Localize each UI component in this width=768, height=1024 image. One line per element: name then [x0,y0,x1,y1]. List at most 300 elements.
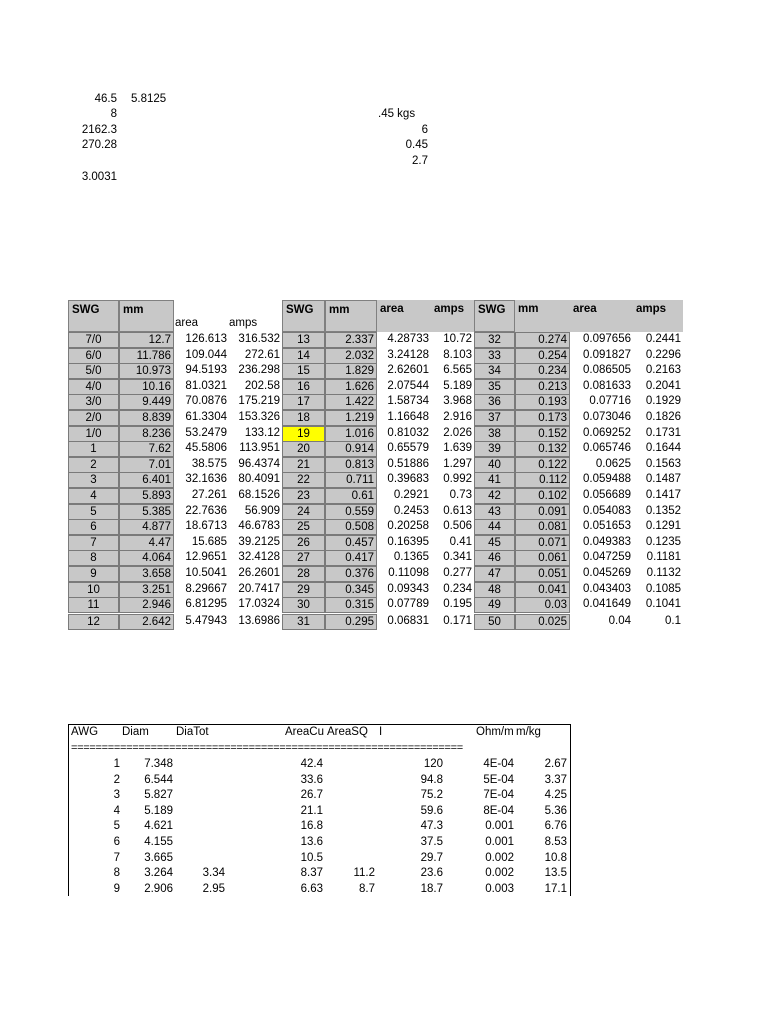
swg-cell: 8 [68,550,119,566]
area-cell: 0.054083 [583,504,631,517]
amps-cell: 0.2441 [645,333,681,345]
i-cell: 59.6 [420,804,443,817]
swg-cell: 5/0 [68,363,119,379]
mm-cell: 5.893 [119,488,174,504]
areacu-cell: 16.8 [300,820,323,833]
amps-cell: 20.7417 [238,582,280,595]
area-cell: 0.11098 [388,567,429,579]
swg-cell: 12 [68,614,119,630]
awg-cell: 7 [113,851,120,864]
awg-cell: 3 [113,789,120,802]
header-amps: amps [229,317,258,329]
m-kg-cell: 17.1 [544,882,567,895]
header-area: area [570,300,633,332]
mm-cell: 0.132 [515,441,570,457]
swg-cell: 30 [282,597,325,613]
mm-cell: 0.61 [325,488,377,504]
area-cell: 0.056689 [583,489,631,501]
mm-cell: 4.47 [119,535,174,551]
mm-cell: 0.315 [325,597,377,613]
area-cell: 12.9651 [185,551,227,564]
amps-cell: 1.297 [443,457,472,470]
mm-cell: 0.112 [515,472,570,488]
area-cell: 3.24128 [387,348,429,361]
amps-cell: 0.341 [443,551,472,564]
ohm-m-cell: 4E-04 [483,758,514,770]
mm-cell: 1.626 [325,379,377,395]
swg-cell: 10 [68,582,119,598]
area-cell: 0.09343 [387,582,429,595]
value-cell: 270.28 [81,139,117,151]
amps-cell: 8.103 [443,348,472,361]
swg-cell: 31 [282,614,325,630]
area-cell: 53.2479 [185,426,227,439]
ohm-m-cell: 8E-04 [483,804,514,817]
areacu-cell: 8.37 [300,867,323,880]
amps-cell: 0.1826 [645,411,681,423]
header-swg: SWG [282,300,325,332]
area-cell: 0.81032 [387,426,429,439]
area-cell: 0.091827 [583,348,631,361]
mm-cell: 0.213 [515,379,570,395]
i-cell: 94.8 [420,773,443,786]
area-cell: 0.069252 [583,426,631,439]
area-cell: 109.044 [185,348,227,361]
awg-cell: 6 [113,836,120,848]
awg-cell: 2 [113,773,120,786]
areacu-cell: 33.6 [300,773,323,786]
area-cell: 32.1636 [185,473,227,486]
area-cell: 2.62601 [387,364,429,377]
value-cell: 0.45 [405,139,428,151]
header-diatot: DiaTot [176,726,209,738]
area-cell: 81.0321 [185,379,227,392]
area-cell: 0.049383 [583,535,631,548]
ohm-m-cell: 5E-04 [483,773,514,786]
amps-cell: 0.2163 [645,364,681,377]
swg-cell: 23 [282,488,325,504]
area-cell: 0.051653 [583,520,631,533]
mm-cell: 8.236 [119,426,174,442]
mm-cell: 7.01 [119,457,174,473]
amps-cell: 3.968 [443,395,472,408]
mm-cell: 3.658 [119,566,174,582]
i-cell: 37.5 [420,836,443,848]
awg-cell: 1 [113,758,120,770]
header-area: area [175,317,199,329]
mm-cell: 2.946 [119,597,174,613]
amps-cell: 0.1132 [646,567,681,579]
mm-cell: 0.295 [325,614,377,630]
mm-cell: 0.071 [515,535,570,551]
value-cell: 46.5 [94,93,117,105]
swg-cell: 45 [474,535,515,551]
area-cell: 0.65579 [387,442,429,455]
mm-cell: 0.254 [515,348,570,364]
diam-cell: 4.155 [144,836,173,848]
amps-cell: 13.6986 [238,615,280,628]
mm-cell: 10.16 [119,379,174,395]
header-ohm-m: Ohm/m [476,726,514,738]
amps-cell: 0.2041 [645,379,681,392]
mm-cell: 0.457 [325,535,377,551]
header-areacu: AreaCu [285,726,324,738]
amps-cell: 17.0324 [238,598,280,611]
amps-cell: 0.73 [449,489,472,501]
area-cell: 15.685 [191,535,227,548]
mm-cell: 0.711 [325,472,377,488]
area-cell: 45.5806 [185,442,227,455]
diam-cell: 6.544 [144,773,173,786]
swg-cell: 18 [282,410,325,426]
swg-cell: 1/0 [68,426,119,442]
mm-cell: 0.122 [515,457,570,473]
mm-cell: 7.62 [119,441,174,457]
areacu-cell: 10.5 [300,851,323,864]
swg-cell: 14 [282,348,325,364]
area-cell: 0.041649 [583,598,631,611]
area-cell: 0.045269 [583,567,631,579]
i-cell: 23.6 [420,867,443,880]
ohm-m-cell: 0.002 [485,851,514,864]
diam-cell: 4.621 [144,820,173,833]
header-m-kg: m/kg [516,726,541,738]
header-mm: mm [325,300,377,332]
amps-cell: 0.1352 [645,504,681,517]
header-swg: SWG [474,300,515,332]
mm-cell: 0.051 [515,566,570,582]
mm-cell: 2.642 [119,614,174,630]
amps-cell: 5.189 [443,379,472,392]
area-cell: 0.16395 [387,535,429,548]
header-diam: Diam [122,726,149,738]
i-cell: 47.3 [420,820,443,833]
amps-cell: 0.1041 [645,598,681,611]
area-cell: 94.5193 [185,364,227,377]
area-cell: 0.073046 [583,411,631,423]
m-kg-cell: 10.8 [544,851,567,864]
mm-cell: 0.193 [515,394,570,410]
mm-cell: 2.032 [325,348,377,364]
ohm-m-cell: 0.002 [485,867,514,880]
areacu-cell: 26.7 [300,789,323,802]
area-cell: 126.613 [185,333,227,345]
swg-cell: 41 [474,472,515,488]
amps-cell: 1.639 [443,442,472,455]
mm-cell: 1.219 [325,410,377,426]
swg-cell: 19 [282,426,325,442]
swg-cell: 35 [474,379,515,395]
amps-cell: 0.2296 [645,348,681,361]
mm-cell: 0.025 [515,614,570,630]
kgs-label: .45 kgs [378,108,416,120]
swg-cell: 38 [474,426,515,442]
amps-cell: 0.1731 [645,426,681,439]
amps-cell: 0.1417 [645,489,681,501]
mm-cell: 2.337 [325,332,377,348]
i-cell: 120 [423,758,443,770]
amps-cell: 2.026 [443,426,472,439]
amps-cell: 10.72 [443,333,472,345]
mm-cell: 3.251 [119,582,174,598]
diam-cell: 2.906 [144,882,173,895]
mm-cell: 0.081 [515,519,570,535]
amps-cell: 46.6783 [238,520,280,533]
area-cell: 0.047259 [583,551,631,564]
amps-cell: 6.565 [443,364,472,377]
amps-cell: 96.4374 [238,457,280,470]
diatot-cell: 2.95 [202,882,225,895]
amps-cell: 0.171 [443,615,472,628]
diatot-cell: 3.34 [202,867,225,880]
amps-cell: 175.219 [238,395,280,408]
areacu-cell: 13.6 [300,836,323,848]
areasq-cell: 8.7 [359,882,375,895]
area-cell: 0.51886 [387,457,429,470]
swg-cell: 43 [474,504,515,520]
swg-cell: 27 [282,550,325,566]
value-cell: 6 [421,124,428,136]
awg-table [68,724,571,896]
swg-cell: 3/0 [68,394,119,410]
m-kg-cell: 6.76 [544,820,567,833]
awg-cell: 4 [113,804,120,817]
swg-cell: 28 [282,566,325,582]
swg-cell: 32 [474,332,515,348]
mm-cell: 0.376 [325,566,377,582]
amps-cell: 272.61 [244,348,280,361]
i-cell: 29.7 [420,851,443,864]
swg-cell: 7/0 [68,332,119,348]
amps-cell: 0.1181 [646,551,681,564]
areacu-cell: 21.1 [300,804,323,817]
area-cell: 38.575 [191,457,227,470]
m-kg-cell: 8.53 [544,836,567,848]
mm-cell: 10.973 [119,363,174,379]
diam-cell: 7.348 [144,758,173,770]
amps-cell: 153.326 [238,411,280,423]
area-cell: 22.7636 [185,504,227,517]
amps-cell: 39.2125 [238,535,280,548]
area-cell: 0.2921 [393,489,429,501]
mm-cell: 4.064 [119,550,174,566]
swg-cell: 33 [474,348,515,364]
mm-cell: 0.091 [515,504,570,520]
amps-cell: 32.4128 [238,551,280,564]
area-cell: 0.081633 [583,379,631,392]
swg-cell: 25 [282,519,325,535]
header-amps: amps [633,300,683,332]
amps-cell: 0.992 [443,473,472,486]
amps-cell: 80.4091 [238,473,280,486]
area-cell: 1.58734 [387,395,429,408]
area-cell: 5.47943 [185,615,227,628]
diam-cell: 5.827 [144,789,173,802]
amps-cell: 113.951 [239,442,280,455]
area-cell: 0.07716 [589,395,631,408]
areacu-cell: 6.63 [300,882,323,895]
swg-cell: 7 [68,535,119,551]
mm-cell: 1.829 [325,363,377,379]
swg-cell: 24 [282,504,325,520]
amps-cell: 0.1 [665,615,681,628]
swg-cell: 48 [474,582,515,598]
swg-cell: 44 [474,519,515,535]
value-cell: 2162.3 [81,124,117,136]
mm-cell: 0.345 [325,582,377,598]
swg-cell: 9 [68,566,119,582]
awg-cell: 9 [113,882,120,895]
area-cell: 0.1365 [393,551,429,564]
mm-cell: 0.417 [325,550,377,566]
swg-cell: 40 [474,457,515,473]
mm-cell: 0.508 [325,519,377,535]
amps-cell: 0.41 [449,535,472,548]
area-cell: 18.6713 [185,520,227,533]
area-cell: 0.2453 [393,504,429,517]
mm-cell: 0.173 [515,410,570,426]
swg-cell: 36 [474,394,515,410]
amps-cell: 0.195 [443,598,472,611]
amps-cell: 0.1563 [645,457,681,470]
swg-cell: 1 [68,441,119,457]
amps-cell: 0.234 [443,582,472,595]
mm-cell: 1.016 [325,426,377,442]
swg-cell: 16 [282,379,325,395]
mm-cell: 0.234 [515,363,570,379]
amps-cell: 0.1487 [645,473,681,486]
amps-cell: 133.12 [244,426,280,439]
swg-cell: 6 [68,519,119,535]
header-mm: mm [515,300,570,332]
m-kg-cell: 13.5 [544,867,567,880]
header-areasq: AreaSQ [327,726,368,738]
mm-cell: 4.877 [119,519,174,535]
mm-cell: 11.786 [119,348,174,364]
amps-cell: 202.58 [244,379,280,392]
value-cell: 2.7 [412,155,428,167]
mm-cell: 6.401 [119,472,174,488]
amps-cell: 26.2601 [238,567,280,579]
swg-cell: 47 [474,566,515,582]
swg-cell: 42 [474,488,515,504]
swg-cell: 26 [282,535,325,551]
area-cell: 1.16648 [387,411,429,423]
ohm-m-cell: 0.001 [485,820,514,833]
mm-cell: 5.385 [119,504,174,520]
swg-cell: 46 [474,550,515,566]
swg-cell: 29 [282,582,325,598]
m-kg-cell: 2.67 [544,758,567,770]
diam-cell: 5.189 [144,804,173,817]
i-cell: 18.7 [420,882,443,895]
swg-cell: 17 [282,394,325,410]
area-cell: 8.29667 [185,582,227,595]
mm-cell: 9.449 [119,394,174,410]
value-cell: 5.8125 [131,93,167,105]
amps-cell: 0.1235 [645,535,681,548]
swg-cell: 15 [282,363,325,379]
ohm-m-cell: 0.003 [485,882,514,895]
area-cell: 0.06831 [387,615,429,628]
diam-cell: 3.665 [144,851,173,864]
swg-cell: 22 [282,472,325,488]
swg-cell: 34 [474,363,515,379]
area-cell: 0.04 [608,615,631,628]
swg-cell: 11 [68,597,119,613]
header-mm: mm [119,300,174,332]
area-cell: 0.39683 [387,473,429,486]
areacu-cell: 42.4 [300,758,323,770]
mm-cell: 0.03 [515,597,570,613]
awg-cell: 8 [113,867,120,880]
amps-cell: 0.1291 [645,520,681,533]
mm-cell: 0.061 [515,550,570,566]
area-cell: 4.28733 [387,333,429,345]
m-kg-cell: 3.37 [544,773,567,786]
amps-cell: 0.506 [443,520,472,533]
separator-line: ================================================================ [71,742,463,754]
area-cell: 27.261 [191,489,227,501]
header-amps: amps [431,300,474,332]
area-cell: 61.3304 [185,411,227,423]
diam-cell: 3.264 [144,867,173,880]
header-swg: SWG [68,300,119,332]
swg-cell: 21 [282,457,325,473]
mm-cell: 0.274 [515,332,570,348]
swg-cell: 4 [68,488,119,504]
header-i: I [379,726,383,738]
ohm-m-cell: 0.001 [485,836,514,848]
swg-cell: 2 [68,457,119,473]
areasq-cell: 11.2 [353,867,375,880]
swg-cell: 3 [68,472,119,488]
swg-cell: 50 [474,614,515,630]
swg-cell: 39 [474,441,515,457]
swg-cell: 49 [474,597,515,613]
area-cell: 0.07789 [387,598,429,611]
mm-cell: 0.152 [515,426,570,442]
header-area: area [377,300,431,332]
amps-cell: 0.1085 [645,582,681,595]
amps-cell: 0.277 [443,567,472,579]
area-cell: 0.043403 [583,582,631,595]
area-cell: 2.07544 [387,379,429,392]
i-cell: 75.2 [420,789,443,802]
swg-cell: 13 [282,332,325,348]
header-awg: AWG [71,726,99,738]
area-cell: 0.065746 [583,442,631,455]
area-cell: 0.086505 [583,364,631,377]
swg-cell: 20 [282,441,325,457]
area-cell: 0.0625 [595,457,631,470]
amps-cell: 56.909 [244,504,280,517]
value-cell: 8 [110,108,117,120]
m-kg-cell: 4.25 [544,789,567,802]
value-cell: 3.0031 [81,171,117,183]
area-cell: 0.20258 [387,520,429,533]
amps-cell: 0.1929 [645,395,681,408]
amps-cell: 2.916 [443,411,472,423]
area-cell: 6.81295 [185,598,227,611]
area-cell: 10.5041 [185,567,227,579]
swg-cell: 37 [474,410,515,426]
amps-cell: 316.532 [238,333,280,345]
amps-cell: 236.298 [238,364,280,377]
swg-cell: 6/0 [68,348,119,364]
swg-cell: 5 [68,504,119,520]
area-cell: 0.097656 [583,333,631,345]
